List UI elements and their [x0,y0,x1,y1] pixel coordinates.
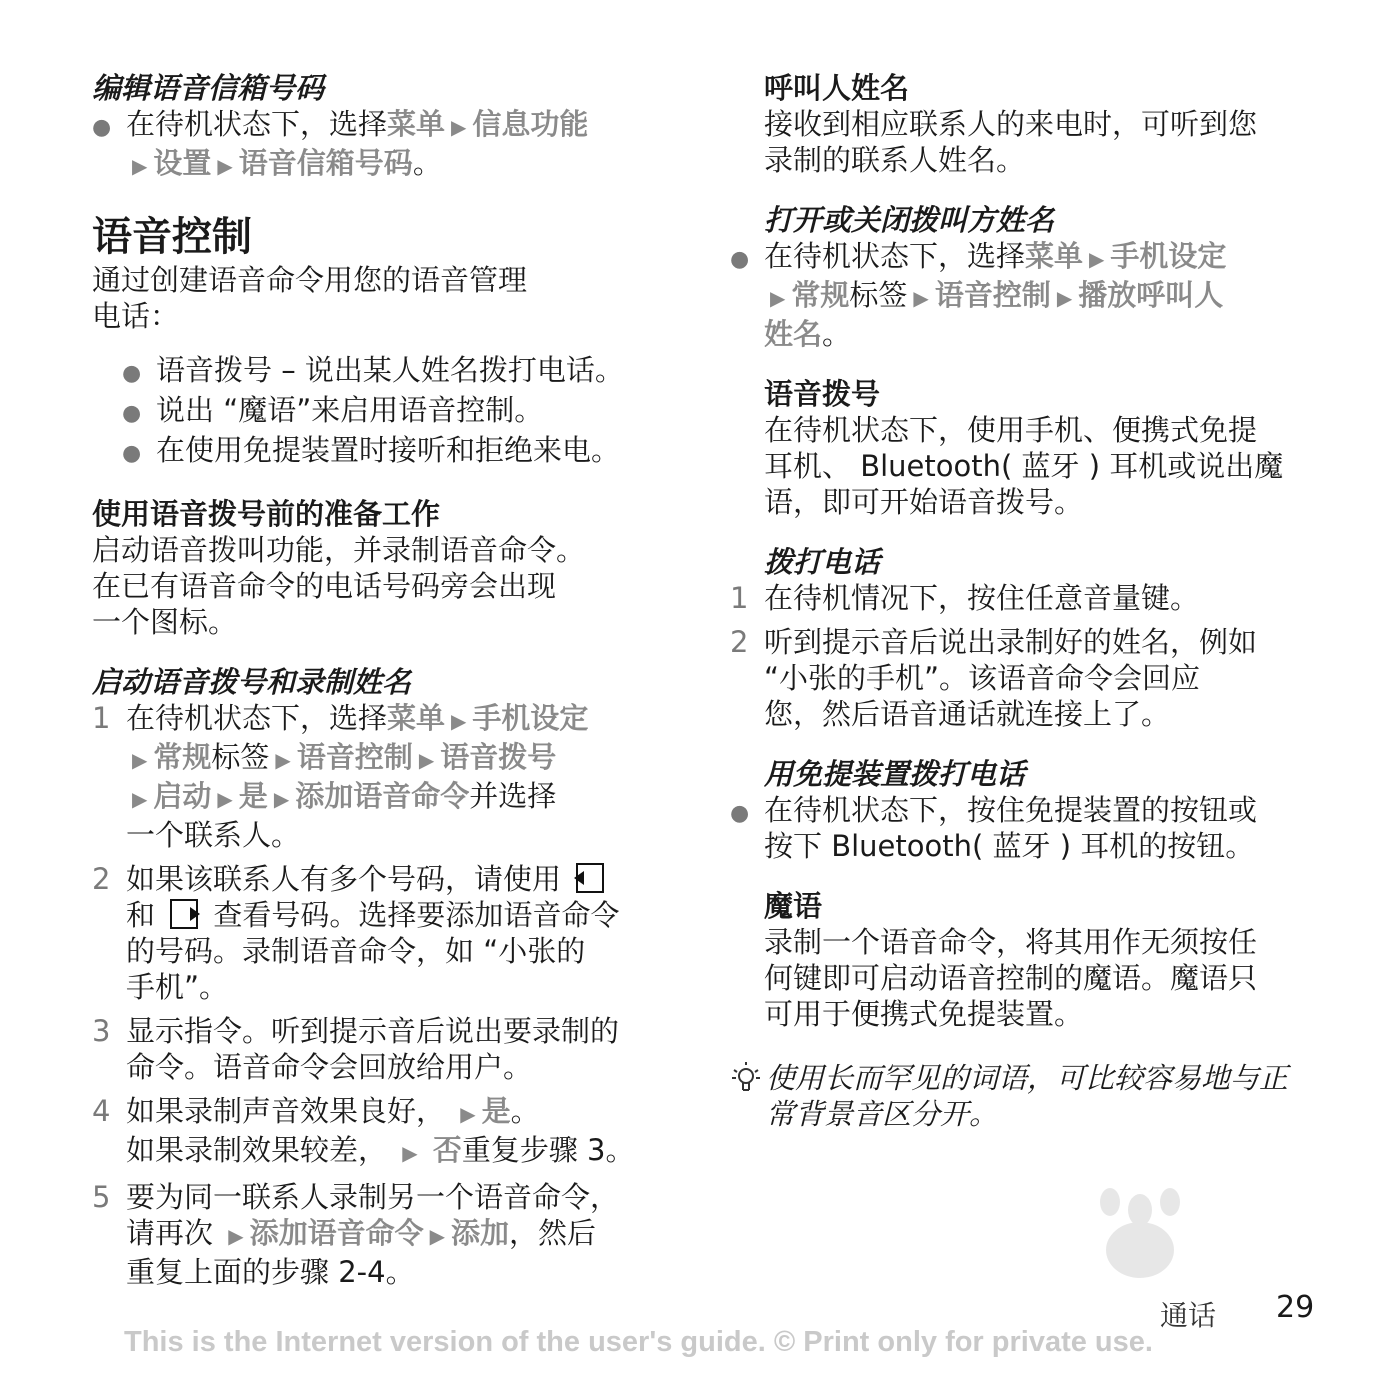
arrow-separator-icon: ▶ [451,115,467,139]
section-title-preparation: 使用语音拨号前的准备工作 [92,497,441,531]
navigate-left-icon [576,863,604,893]
navigate-right-icon [170,899,198,929]
text-run: 请再次 [126,1216,223,1250]
bullet-icon: ● [122,361,142,386]
list-item [122,432,682,472]
text-run: 听到提示音后说出录制好的姓名，例如 [764,625,1258,659]
step-text [126,700,682,853]
text-run [424,1133,433,1167]
menu-path-item: 设置 [153,146,212,180]
text-run: 。 [412,146,442,180]
instruction-text [126,106,682,184]
text-run: 在待机状态下，选择 [126,701,388,735]
bullet-icon: ● [122,401,142,426]
step-item [92,1093,682,1171]
paragraph-line: 在已有语音命令的电话号码旁会出现 [92,569,557,603]
menu-path-item: 播放呼叫人 [1078,278,1224,312]
list-item [730,792,1330,864]
instruction-text [764,238,1330,352]
step-item [92,700,682,853]
step-number: 2 [92,862,111,896]
text-run: 在待机状态下，按住免提装置的按钮或 [764,793,1258,827]
text-run: 在待机情况下，按住任意音量键。 [764,581,1200,615]
section-title-start-voice-dialing: 启动语音拨号和录制姓名 [92,665,412,699]
text-run: 标签 [211,740,270,774]
step-number: 1 [730,581,749,615]
text-run: 按下 Bluetooth( 蓝牙 ) 耳机的按钮。 [764,829,1255,863]
arrow-separator-icon: ▶ [132,748,148,772]
list-item [92,106,682,184]
menu-path-item: 菜单 [1025,239,1084,273]
section-title-voice-dialing: 语音拨号 [764,377,881,411]
left-column [92,70,682,1290]
text-run: 重复步骤 3。 [461,1133,635,1167]
step-number: 1 [92,701,111,735]
arrow-separator-icon: ▶ [429,1224,446,1248]
step-number: 2 [730,625,749,659]
paragraph-line: 耳机、 Bluetooth( 蓝牙 ) 耳机或说出魔 [764,449,1284,483]
text-run: 显示指令。听到提示音后说出要录制的 [126,1014,620,1048]
list-item [730,238,1330,352]
paragraph-line: 电话： [92,299,180,333]
preparation-paragraph [92,532,682,640]
arrow-separator-icon: ▶ [273,787,290,811]
step-item [92,1179,682,1290]
section-title-magic-word: 魔语 [764,889,823,923]
copyright-notice: This is the Internet version of the user's guide. © Print only for private use. [124,1326,1153,1358]
menu-path-item: 启动 [153,779,212,813]
tip-text [766,1060,1330,1132]
paragraph-line: 语，即可开始语音拨号。 [764,485,1084,519]
step-text [764,624,1330,732]
paragraph-line: 一个图标。 [92,605,238,639]
menu-path-item: 是 [481,1094,511,1128]
menu-path-item: 语音拨号 [440,740,557,774]
tip-line: 常背景音区分开。 [766,1097,999,1131]
step-text [126,861,682,1005]
text-run: 在待机状态下，选择 [126,107,388,141]
caller-name-paragraph [764,106,1330,178]
arrow-separator-icon: ▶ [460,1102,476,1126]
arrow-separator-icon: ▶ [418,748,435,772]
step-item [92,861,682,1005]
right-column [730,70,1330,1132]
arrow-separator-icon: ▶ [132,787,148,811]
arrow-separator-icon: ▶ [217,154,233,178]
text-run: 。 [510,1094,540,1128]
steps-list [730,580,1330,732]
menu-path-item: 语音控制 [296,740,413,774]
text-run: 您，然后语音通话就连接上了。 [764,697,1171,731]
step-text [764,580,1330,616]
paragraph-line: 在待机状态下，使用手机、便携式免提 [764,413,1258,447]
step-item [730,580,1330,616]
menu-path-item: 是 [238,779,268,813]
text-run: 标签 [849,278,908,312]
text-run: 重复上面的步骤 2-4。 [126,1255,415,1289]
menu-path-item: 菜单 [387,701,446,735]
text-run: “小张的手机”。该语音命令会回应 [764,661,1201,695]
list-item [122,392,682,432]
section-title-handsfree-call: 用免提装置拨打电话 [764,757,1026,791]
bullet-text: 说出 “魔语”来启用语音控制。 [156,393,544,427]
text-run: 如果录制效果较差， [126,1133,397,1167]
paragraph-line: 接收到相应联系人的来电时，可听到您 [764,107,1258,141]
voice-dialing-paragraph [764,412,1330,520]
menu-path-item: 菜单 [387,107,446,141]
tip-box [730,1060,1330,1132]
menu-path-item: 添加语音命令 [249,1216,424,1250]
text-run: 命令。语音命令会回放给用户。 [126,1050,533,1084]
instruction-text [764,792,1330,864]
arrow-separator-icon: ▶ [275,748,291,772]
list-item [122,352,682,392]
step-number: 5 [92,1180,111,1214]
step-item [730,624,1330,732]
arrow-separator-icon: ▶ [451,709,467,733]
text-run: ，然后 [509,1216,597,1250]
paragraph-line: 可用于便携式免提装置。 [764,997,1084,1031]
arrow-separator-icon: ▶ [913,286,929,310]
menu-path-item: 否 [432,1133,462,1167]
step-item [92,1013,682,1085]
section-title-toggle-caller-name: 打开或关闭拨叫方姓名 [764,203,1055,237]
paragraph-line: 录制一个语音命令，将其用作无须按任 [764,925,1258,959]
section-title-voice-control: 语音控制 [92,214,252,260]
step-text [126,1179,682,1290]
paragraph-line: 何键即可启动语音控制的魔语。魔语只 [764,961,1258,995]
bullet-icon: ● [92,115,112,140]
menu-path-item: 信息功能 [472,107,589,141]
intro-paragraph [92,262,682,334]
arrow-separator-icon: ▶ [770,286,786,310]
tip-line: 使用长而罕见的词语，可比较容易地与正 [766,1061,1289,1095]
text-run: 的号码。录制语音命令，如 “小张的 [126,934,586,968]
bullet-icon: ● [122,441,142,466]
text-run: 手机”。 [126,970,229,1004]
step-number: 3 [92,1014,111,1048]
step-text [126,1093,682,1171]
section-title-caller-name: 呼叫人姓名 [764,71,910,105]
text-run: 。 [822,317,852,351]
bullet-icon: ● [730,247,750,272]
footer-chapter-label: 通话 [1160,1299,1217,1332]
menu-path-item: 手机设定 [1110,239,1227,273]
menu-path-item: 语音控制 [934,278,1051,312]
lightbulb-icon [730,1060,766,1132]
arrow-separator-icon: ▶ [1056,286,1073,310]
arrow-separator-icon: ▶ [217,787,233,811]
steps-list [92,700,682,1290]
baidu-watermark-logo [980,1180,1300,1330]
text-run: 如果该联系人有多个号码，请使用 [126,862,571,896]
menu-path-item: 手机设定 [472,701,589,735]
menu-path-item: 添加语音命令 [295,779,470,813]
text-run: 在待机状态下，选择 [764,239,1026,273]
menu-path-item: 姓名 [764,317,823,351]
text-run: 和 [126,898,165,932]
text-run: 要为同一联系人录制另一个语音命令， [126,1180,620,1214]
arrow-separator-icon: ▶ [1089,247,1105,271]
paragraph-line: 录制的联系人姓名。 [764,143,1026,177]
page-number: 29 [1276,1290,1315,1325]
menu-path-item: 语音信箱号码 [238,146,413,180]
text-run: 如果录制声音效果良好， [126,1094,455,1128]
step-text [126,1013,682,1085]
menu-path-item: 常规 [791,278,850,312]
bullet-text: 在使用免提装置时接听和拒绝来电。 [156,433,621,467]
paragraph-line: 启动语音拨叫功能，并录制语音命令。 [92,533,586,567]
arrow-separator-icon: ▶ [402,1141,418,1165]
text-run: 一个联系人。 [126,818,301,852]
text-run: 并选择 [469,779,557,813]
section-title-make-call: 拨打电话 [764,545,881,579]
feature-list [92,352,682,472]
step-number: 4 [92,1094,111,1128]
section-title-edit-voicemail: 编辑语音信箱号码 [92,71,325,105]
arrow-separator-icon: ▶ [132,154,148,178]
bullet-icon: ● [730,801,750,826]
arrow-separator-icon: ▶ [228,1224,244,1248]
text-run: 查看号码。选择要添加语音命令 [204,898,620,932]
bullet-text: 语音拨号 – 说出某人姓名拨打电话。 [156,353,624,387]
menu-path-item: 常规 [153,740,212,774]
menu-path-item: 添加 [451,1216,510,1250]
paragraph-line: 通过创建语音命令用您的语音管理 [92,263,528,297]
magic-word-paragraph [764,924,1330,1032]
